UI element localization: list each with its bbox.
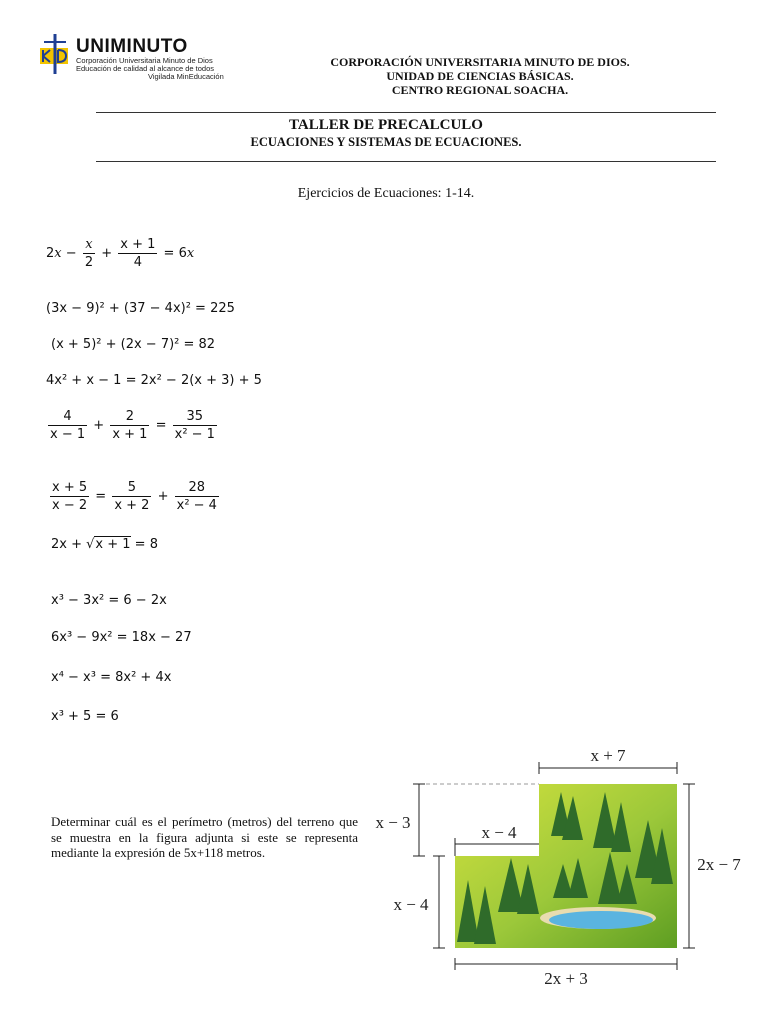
workshop-subtitle: ECUACIONES Y SISTEMAS DE ECUACIONES. (250, 135, 522, 149)
equation-4: 4x² + x − 1 = 2x² − 2(x + 3) + 5 (46, 373, 262, 388)
workshop-title: TALLER DE PRECALCULO (289, 117, 483, 133)
label-right: 2x − 7 (697, 855, 741, 874)
equation-11: x³ + 5 = 6 (51, 709, 119, 724)
label-inner: x − 4 (481, 823, 517, 842)
equation-6: $\frac{x + 5}{x - 2}$ = $\frac{5}{x + 2}$ + $\frac{28}{\text{x² − 4}}$ (52, 480, 217, 513)
header-rule-bottom (96, 161, 716, 162)
logo-name: UNIMINUTO (76, 36, 188, 57)
label-bottom: 2x + 3 (544, 969, 588, 988)
logo-emblem-icon (38, 32, 74, 76)
logo-line-3: Vigilada MinEducación (148, 72, 224, 81)
header-unit: UNIDAD DE CIENCIAS BÁSICAS. (386, 69, 574, 83)
header-institution: CORPORACIÓN UNIVERSITARIA MINUTO DE DIOS. (330, 55, 630, 69)
label-left-lower: x − 4 (393, 895, 429, 914)
logo-line-1: Corporación Universitaria Minuto de Dios (76, 56, 213, 65)
logo-line-2: Educación de calidad al alcance de todos (76, 64, 215, 73)
equation-8: x³ − 3x² = 6 − 2x (51, 593, 167, 608)
exercises-heading: Ejercicios de Ecuaciones: 1-14. (297, 186, 475, 201)
header-rule-top (96, 112, 716, 113)
equation-2: (3x − 9)² + (37 − 4x)² = 225 (46, 301, 235, 316)
equation-5: $\frac{4}{x - 1}$ + $\frac{2}{x + 1}$ = $\frac{35}{\text{x² − 1}}$ (50, 409, 215, 442)
pond (549, 911, 653, 929)
problem-statement: Determinar cuál es el perímetro (metros) del terreno que se muestra en la figura adjunta si este se representa mediante la expresión de 5x+118 metros. (51, 814, 358, 860)
equation-9: 6x³ − 9x² = 18x − 27 (51, 630, 192, 645)
label-top: x + 7 (590, 746, 626, 765)
equation-1: 2x − $\frac{x}{2}$ + $\frac{x + 1}{4}$ = 6x (46, 237, 195, 270)
label-left-upper: x − 3 (375, 813, 411, 832)
equation-10: x⁴ − x³ = 8x² + 4x (51, 670, 172, 685)
equation-7: 2x + √x + 1 = 8 (51, 537, 158, 552)
equation-3: (x + 5)² + (2x − 7)² = 82 (51, 337, 216, 352)
header-center: CENTRO REGIONAL SOACHA. (391, 83, 569, 97)
land-figure (365, 740, 755, 990)
